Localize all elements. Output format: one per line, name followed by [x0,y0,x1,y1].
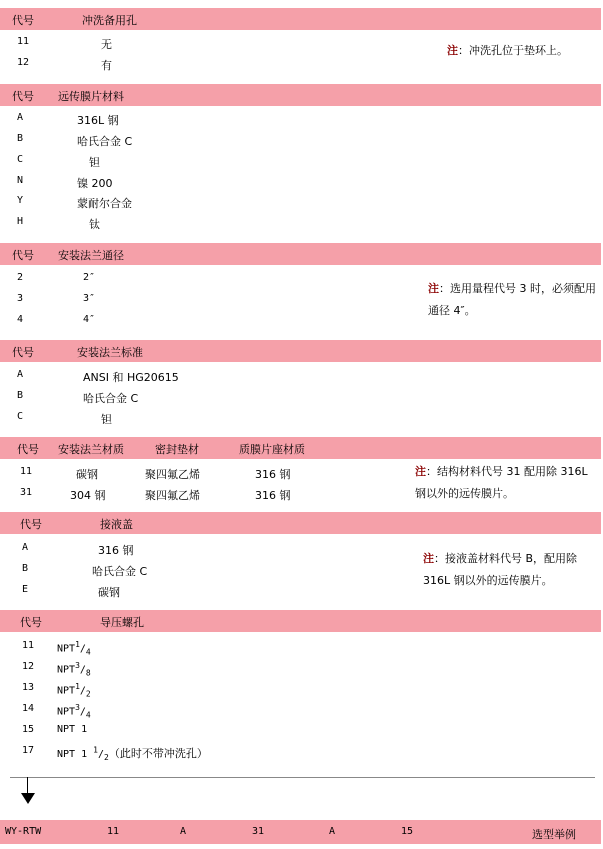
thread-denominator: 8 [85,668,91,678]
thread-numerator: 1 [75,682,80,691]
row-value: 4″ [83,314,96,325]
note-label: 注 [447,44,458,57]
section-header-structure-material [0,437,601,459]
thread-numerator: 1 [75,640,80,649]
example-label: 选型举例 [532,828,576,841]
note-text: ：接液盖材料代号 B，配用除 316L 钢以外的远传膜片。 [423,552,578,587]
header-code: 代号 [20,616,42,629]
row-code: E [22,584,29,595]
row-value: ANSI 和 HG20615 [83,371,179,384]
thread-numerator: 3 [75,703,80,712]
row-code: 11 [20,466,33,477]
thread-base: NPT [57,685,76,697]
row-code: 11 [22,640,35,651]
row-value: NPT 1 $^1/_2$（此时不带冲洗孔） [57,745,208,762]
example-diaphragm: A [180,826,187,837]
row-value: 哈氏合金 C [92,565,148,578]
row-code: 17 [22,745,35,756]
row-value: $NPT^1/_2$ [57,682,91,699]
example-flush-port: 11 [107,826,120,837]
header-code: 代号 [12,249,34,262]
row-seat-material: 316 钢 [255,468,291,481]
note-label: 注 [415,465,426,478]
section-header-pressure-port [0,610,601,632]
row-code: 31 [20,487,33,498]
row-code: 4 [17,314,24,325]
thread-denominator: 4 [85,647,91,657]
header-code: 代号 [12,346,34,359]
divider-line [10,777,595,778]
row-code: A [17,369,24,380]
row-code: B [17,133,24,144]
row-value: 无 [101,38,112,51]
row-value: 2″ [83,272,96,283]
row-code: 15 [22,724,35,735]
row-value: NPT 1 [57,724,88,735]
example-model: WY-RTW [5,826,42,837]
header-code: 代号 [20,518,42,531]
section-header-flange-size [0,243,601,265]
row-value: 碳钢 [98,586,120,599]
row-value: $NPT^1/_4$ [57,640,91,657]
row-code: B [17,390,24,401]
row-value: 316 钢 [98,544,134,557]
section-header-wetted-cover [0,512,601,534]
header-code: 代号 [12,14,34,27]
thread-numerator: 1 [93,745,98,755]
note-wetted-cover [423,548,598,592]
example-cover: A [329,826,336,837]
row-code: A [17,112,24,123]
section-header-flush-port [0,8,601,30]
header-pressure-port: 导压螺孔 [100,616,144,629]
row-value: 316L 钢 [77,114,119,127]
row-code: 2 [17,272,24,283]
thread-denominator: 4 [85,710,91,720]
thread-remark: （此时不带冲洗孔） [108,747,208,760]
header-code: 代号 [17,443,39,456]
header-diaphragm-material: 远传膜片材料 [58,90,124,103]
section-header-diaphragm-material [0,84,601,106]
thread-base: NPT [57,643,76,655]
row-flange-material: 碳钢 [76,468,98,481]
row-code: N [17,175,24,186]
row-value: 钽 [101,413,112,426]
row-code: 13 [22,682,35,693]
thread-base: NPT 1 [57,749,88,760]
note-text: ：结构材料代号 31 配用除 316L 钢以外的远传膜片。 [415,465,588,500]
row-code: A [22,542,29,553]
row-value: 钽 [89,156,100,169]
note-structure-material [415,461,600,505]
header-wetted-cover: 接液盖 [100,518,133,531]
row-code: 11 [17,36,30,47]
row-code: B [22,563,29,574]
header-gasket-material: 密封垫材 [155,443,199,456]
thread-numerator: 3 [75,661,80,670]
section-header-flange-standard [0,340,601,362]
note-text: ：冲洗孔位于垫环上。 [458,44,568,57]
header-flange-material: 安装法兰材质 [58,443,124,456]
header-flush-port: 冲洗备用孔 [82,14,137,27]
row-value: $NPT^3/_8$ [57,661,91,678]
header-diaphragm-seat-material: 质膜片座材质 [239,443,305,456]
row-value: 钛 [89,218,100,231]
row-value: 蒙耐尔合金 [77,197,132,210]
row-gasket-material: 聚四氟乙烯 [145,489,200,502]
row-code: 12 [17,57,30,68]
row-code: Y [17,195,24,206]
row-code: 14 [22,703,35,714]
row-code: C [17,411,24,422]
row-value: 哈氏合金 C [83,392,139,405]
thread-denominator: 2 [85,689,91,699]
note-label: 注 [428,282,439,295]
row-code: 3 [17,293,24,304]
row-code: C [17,154,24,165]
example-structure: 31 [252,826,265,837]
header-flange-standard: 安装法兰标准 [77,346,143,359]
row-gasket-material: 聚四氟乙烯 [145,468,200,481]
header-code: 代号 [12,90,34,103]
row-code: H [17,216,24,227]
note-text: ：选用量程代号 3 时，必须配用通径 4″。 [428,282,596,317]
arrow-stem [27,777,28,793]
row-value: 哈氏合金 C [77,135,133,148]
row-value: 镍 200 [77,177,113,190]
row-value: 有 [101,59,112,72]
note-flush-port [447,40,597,62]
row-flange-material: 304 钢 [70,489,106,502]
row-code: 12 [22,661,35,672]
row-seat-material: 316 钢 [255,489,291,502]
thread-denominator: 2 [104,753,109,762]
thread-base: NPT [57,706,76,718]
note-flange-size [428,278,600,322]
note-label: 注 [423,552,434,565]
header-flange-size: 安装法兰通径 [58,249,124,262]
row-value: $NPT^3/_4$ [57,703,91,720]
thread-base: NPT [57,664,76,676]
example-port: 15 [401,826,414,837]
selection-example-bar [0,820,601,844]
row-value: 3″ [83,293,96,304]
down-arrow-icon [21,793,35,804]
